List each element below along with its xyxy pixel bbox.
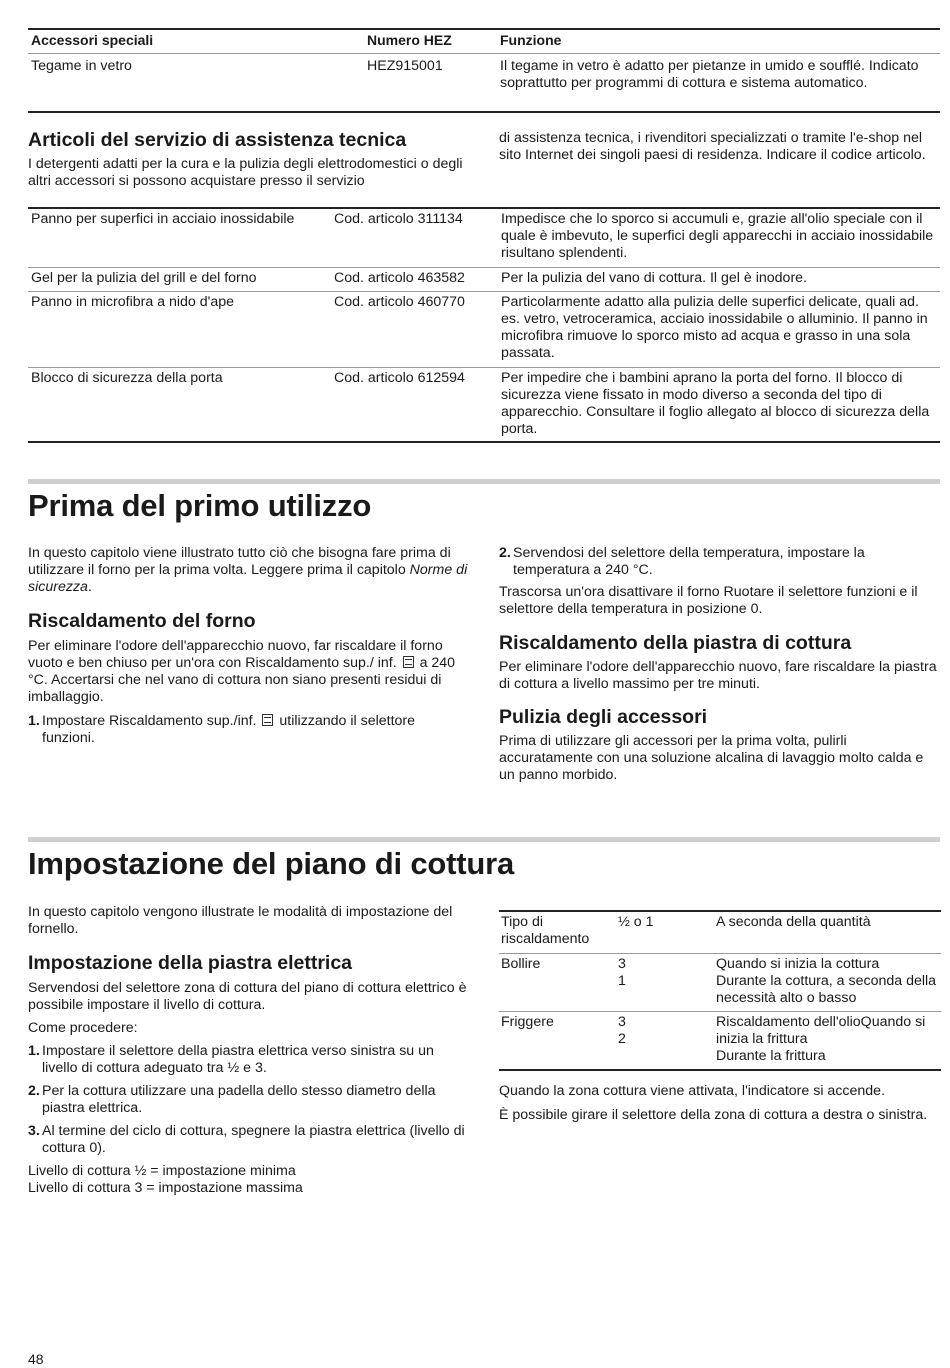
hob-table-top-rule (499, 910, 941, 912)
section-title-first-use: Prima del primo utilizzo (28, 488, 372, 523)
service-item-description: Per impedire che i bambini aprano la porta del forno. Il blocco di sicurezza viene fissato in modo diverso a seconda del tipo di apparecchio. Consultare il foglio allegato al blocco di sicurezza della porta. (501, 370, 930, 437)
cooking-level: 3 1 (618, 956, 626, 989)
service-item-description: Per la pulizia del vano di cottura. Il gel è inodore. (501, 270, 808, 286)
oven-heating-text: Per eliminare l'odore dell'apparecchio nuovo, far riscaldare il forno vuoto e ben chiuso per un'ora con Riscaldamento sup./ inf. a 240 °C. Accertarsi che nel vano di cottura non siano presenti residui di imballaggio. (28, 638, 456, 705)
electric-plate-text: Servendosi del selettore zona di cottura del piano di cottura elettrico è possibile impostare il livello di cottura. (28, 980, 467, 1013)
hob-notes (499, 1083, 940, 1124)
oven-steps-continued (499, 545, 940, 579)
accessory-code: HEZ915001 (367, 58, 443, 74)
cooking-level: ½ o 1 (618, 914, 654, 930)
oven-heating-heading: Riscaldamento del forno (28, 610, 256, 632)
direction-note: È possibile girare il selettore della zona di cottura a destra o sinistra. (499, 1107, 928, 1123)
service-section-right (499, 130, 940, 164)
oven-steps (28, 713, 468, 747)
col-header-hez: Numero HEZ (367, 32, 452, 48)
hotplate-heating-heading: Riscaldamento della piastra di cottura (499, 632, 852, 654)
cooking-description: A seconda della quantità (716, 914, 871, 930)
cooking-type: Bollire (501, 956, 541, 972)
hob-left-column (28, 904, 468, 1197)
cooking-type: Friggere (501, 1014, 554, 1030)
first-use-intro: In questo capitolo viene illustrato tutto ciò che bisogna fare prima di utilizzare il forno per la prima volta. Leggere prima il capitolo Norme di sicurezza. (28, 545, 468, 595)
col-header-accessory: Accessori speciali (31, 32, 154, 48)
service-item-code: Cod. articolo 311134 (334, 211, 463, 227)
top-bottom-heat-icon (403, 656, 414, 668)
cooking-description: Quando si inizia la cottura Durante la cottura, a seconda della necessità alto o basso (716, 956, 937, 1006)
service-text-right: di assistenza tecnica, i rivenditori specializzati o tramite l'e-shop nel sito Internet dei singoli paesi di residenza. Indicare il codice articolo. (499, 130, 926, 163)
section-title-hob: Impostazione del piano di cottura (28, 846, 514, 881)
section-band (28, 837, 940, 842)
indicator-note: Quando la zona cottura viene attivata, l'indicatore si accende. (499, 1083, 886, 1099)
how-to-label: Come procedere: (28, 1020, 138, 1036)
col-header-function: Funzione (500, 32, 562, 48)
accessories-cleaning-text: Prima di utilizzare gli accessori per la prima volta, pulirli accuratamente con una soluzione alcalina di lavaggio molto calda e un panno morbido. (499, 733, 924, 783)
cooking-description: Riscaldamento dell'olioQuando si inizia la frittura Durante la frittura (716, 1014, 926, 1064)
service-item-name: Panno in microfibra a nido d'ape (31, 294, 235, 310)
cooking-level: 3 2 (618, 1014, 626, 1047)
table-row-rule (28, 267, 940, 268)
section-band (28, 479, 940, 484)
list-item: 3. Al termine del ciclo di cottura, spegnere la piastra elettrica (livello di cottura 0). (28, 1123, 465, 1156)
accessory-function: Il tegame in vetro è adatto per pietanze in umido e soufflé. Indicato soprattutto per programmi di cottura e sistema automatico. (500, 58, 919, 91)
table-row-rule (499, 953, 941, 954)
service-item-name: Blocco di sicurezza della porta (31, 370, 223, 386)
list-item: 1. Impostare Riscaldamento sup./inf. utilizzando il selettore funzioni. (28, 713, 416, 746)
cooking-type: Tipo di riscaldamento (501, 914, 590, 947)
accessories-cleaning-heading: Pulizia degli accessori (499, 706, 708, 728)
service-item-code: Cod. articolo 460770 (334, 294, 465, 310)
hotplate-heating-text: Per eliminare l'odore dell'apparecchio nuovo, fare riscaldare la piastra di cottura a livello massimo per tre minuti. (499, 659, 937, 692)
service-item-code: Cod. articolo 463582 (334, 270, 465, 286)
first-use-left-column (28, 545, 468, 753)
service-table-top-rule (28, 207, 940, 209)
first-use-right-column (499, 545, 940, 784)
list-item: 2. Servendosi del selettore della temperatura, impostare la temperatura a 240 °C. (499, 545, 865, 578)
after-steps-text: Trascorsa un'ora disattivare il forno Ruotare il selettore funzioni e il selettore della temperatura in posizione 0. (499, 584, 918, 617)
table-row-rule (28, 441, 940, 443)
service-item-description: Particolarmente adatto alla pulizia delle superfici delicate, quali ad. es. vetro, vetroceramica, acciaio inossidabile o alluminio. Il panno in microfibra rimuove lo sporco misto ad acqua e grasso in una sola passata. (501, 294, 928, 361)
hob-steps (28, 1043, 468, 1157)
service-item-name: Gel per la pulizia del grill e del forno (31, 270, 257, 286)
table-row-rule (28, 367, 940, 368)
level-max-text: Livello di cottura 3 = impostazione massima (28, 1180, 303, 1196)
service-section-left (28, 129, 468, 190)
service-text-left: I detergenti adatti per la cura e la pulizia degli elettrodomestici o degli altri accessori si possono acquistare presso il servizio (28, 156, 463, 189)
hob-intro: In questo capitolo vengono illustrate le modalità di impostazione del fornello. (28, 904, 453, 937)
page-number: 48 (28, 1351, 44, 1367)
table-row-rule (499, 1069, 941, 1071)
level-min-text: Livello di cottura ½ = impostazione minima (28, 1163, 296, 1179)
service-item-code: Cod. articolo 612594 (334, 370, 465, 386)
table-top-rule (28, 28, 940, 30)
table-header-rule (28, 53, 940, 54)
table-row-rule (28, 291, 940, 292)
service-item-description: Impedisce che lo sporco si accumuli e, grazie all'olio speciale con il quale è imbevuto, le superfici degli apparecchi in acciaio inossidabile risultano splendenti. (501, 211, 934, 261)
accessory-name: Tegame in vetro (31, 58, 132, 74)
electric-plate-heading: Impostazione della piastra elettrica (28, 952, 353, 974)
service-heading: Articoli del servizio di assistenza tecnica (28, 129, 407, 151)
list-item: 1. Impostare il selettore della piastra elettrica verso sinistra su un livello di cottura adeguato tra ½ e 3. (28, 1043, 434, 1076)
top-bottom-heat-icon (262, 714, 273, 726)
table-row-rule (499, 1011, 941, 1012)
table-bottom-rule (28, 111, 940, 113)
service-item-name: Panno per superfici in acciaio inossidabile (31, 211, 295, 227)
list-item: 2. Per la cottura utilizzare una padella dello stesso diametro della piastra elettrica. (28, 1083, 436, 1116)
